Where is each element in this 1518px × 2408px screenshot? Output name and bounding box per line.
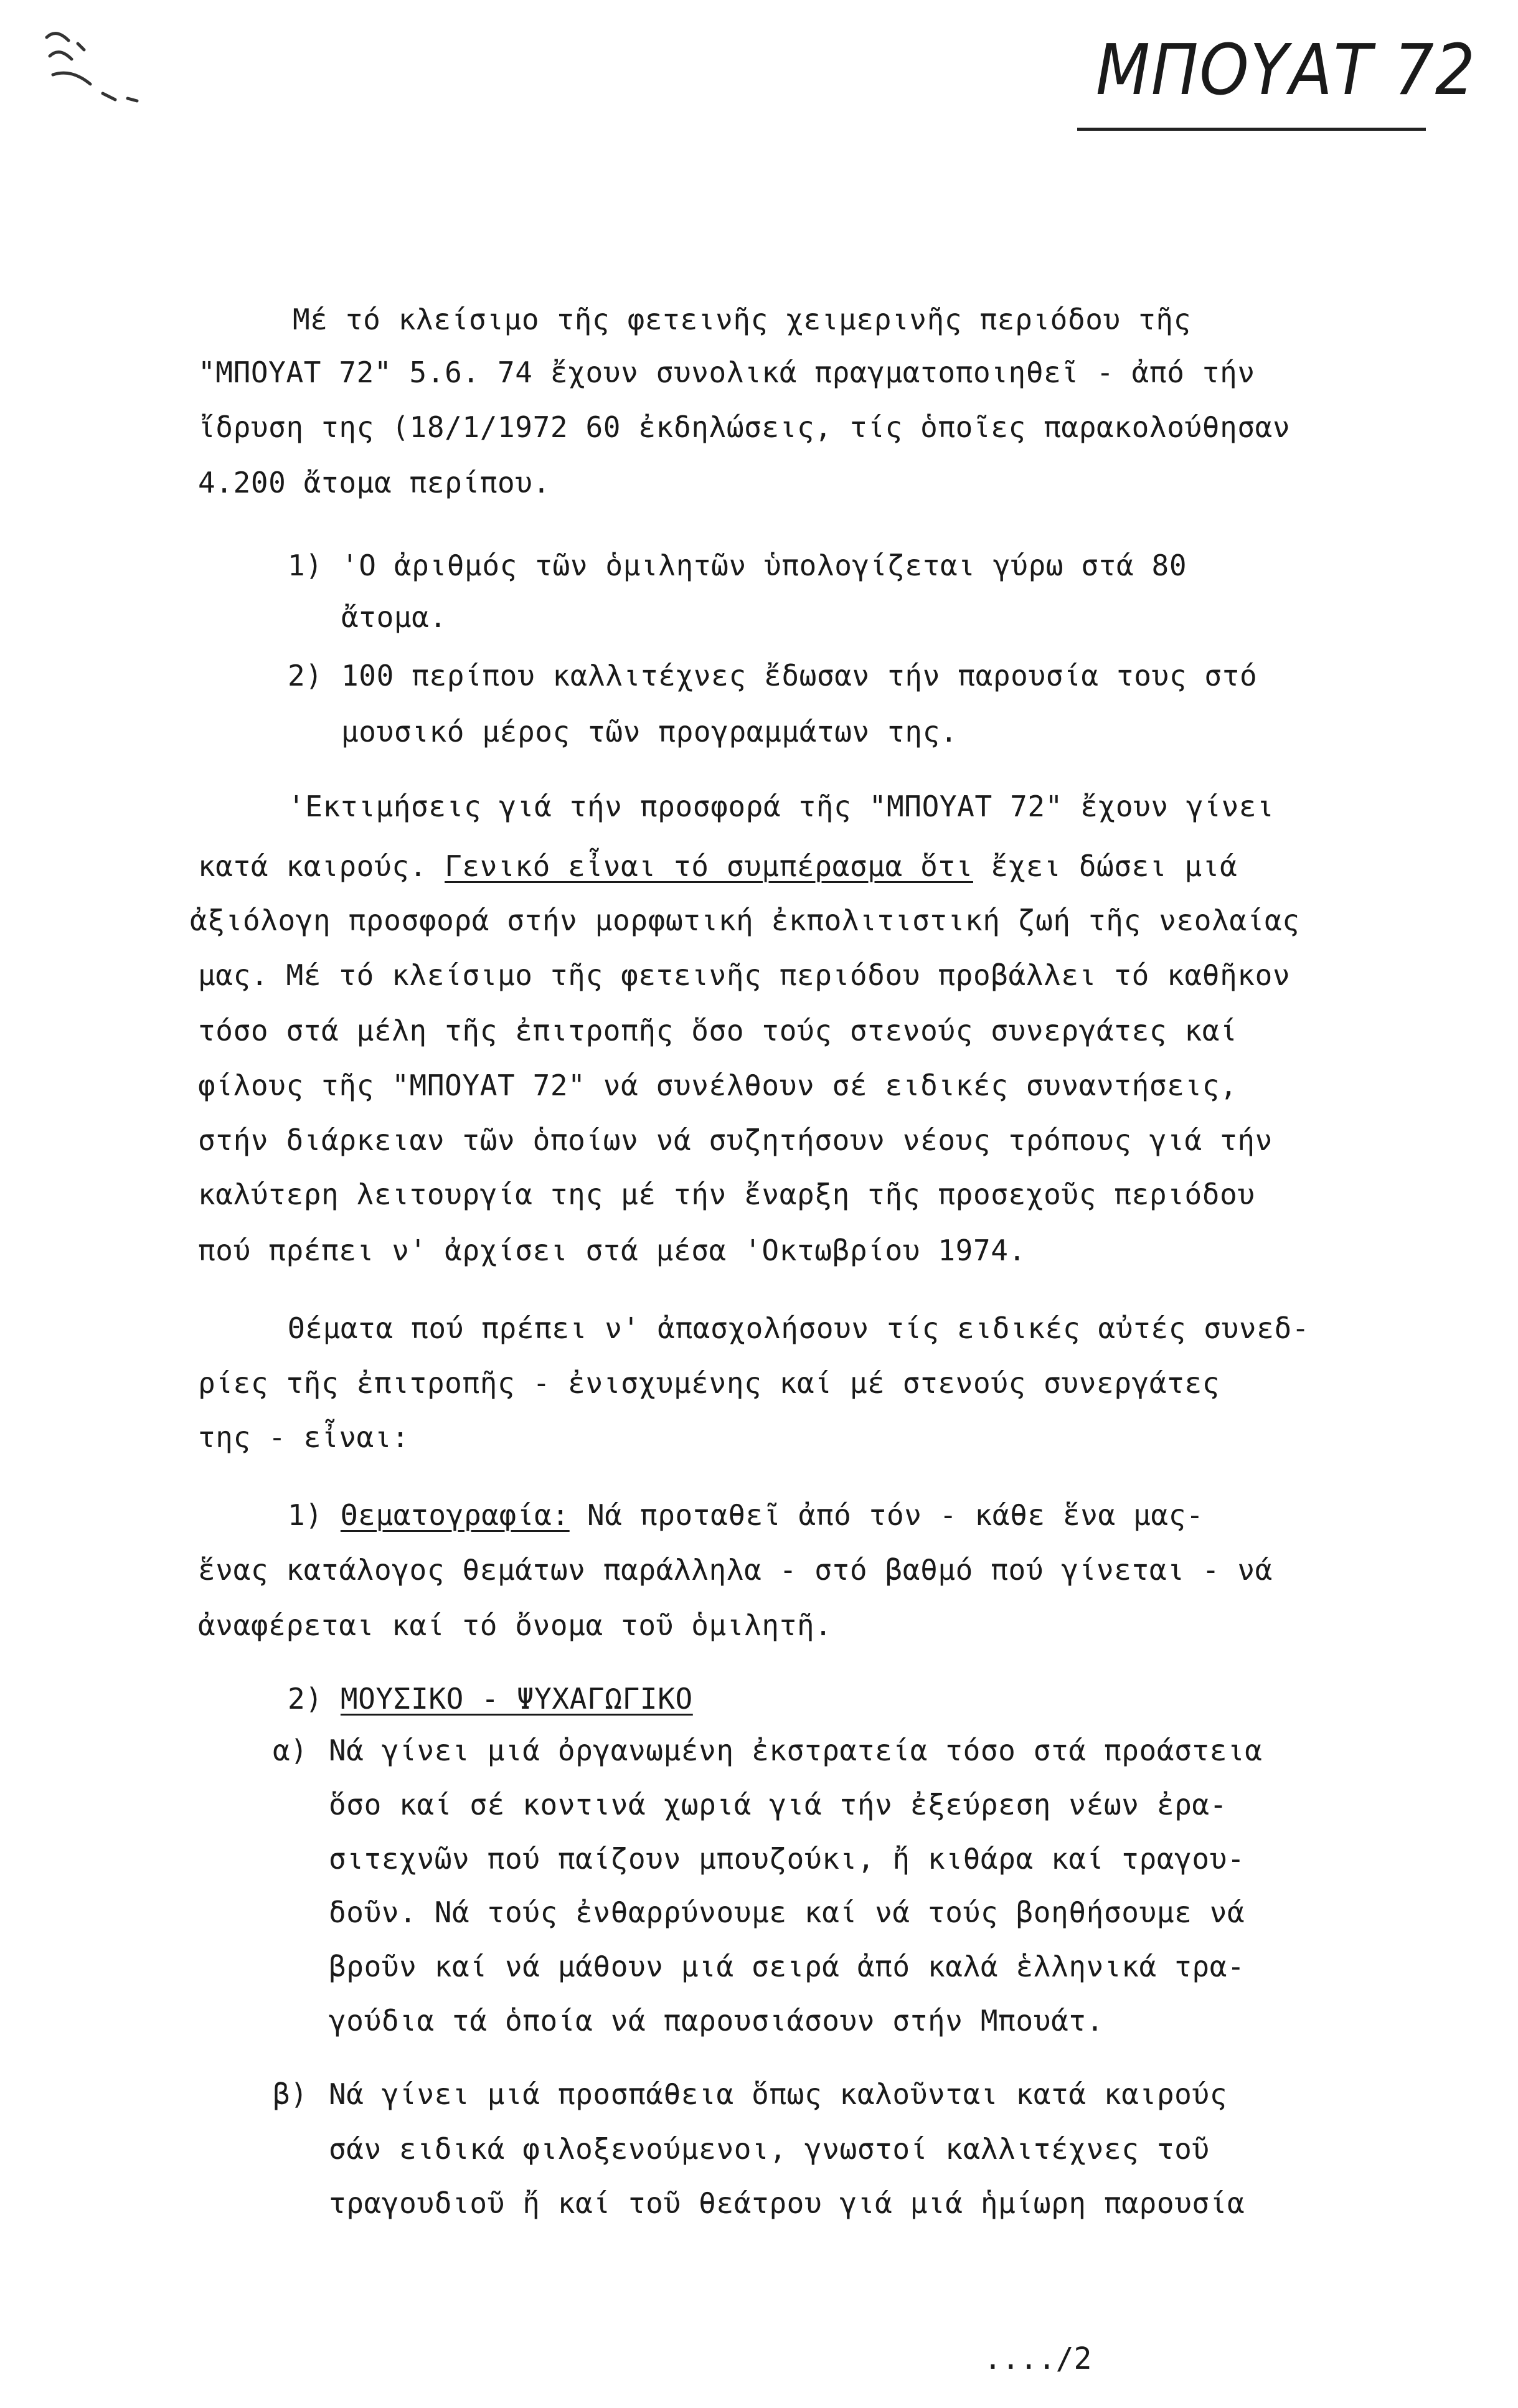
assessment-line-2-start: κατά καιρούς. bbox=[198, 849, 445, 883]
stat-1-line-2: ἄτομα. bbox=[341, 600, 447, 634]
binder-mark bbox=[34, 25, 146, 112]
assessment-line-2 bbox=[198, 849, 1238, 883]
item-1-heading: Θεματογραφία: bbox=[340, 1498, 570, 1532]
assessment-line-4: μας. Μέ τό κλείσιμο τῆς φετεινῆς περιόδου προβάλλει τό καθῆκον bbox=[198, 958, 1291, 992]
intro-line-3: ἴδρυση της (18/1/1972 60 ἐκδηλώσεις, τίς ὁποῖες παρακολούθησαν bbox=[198, 410, 1291, 444]
intro-line-2: "ΜΠΟΥΑΤ 72" 5.6. 74 ἔχουν συνολικά πραγματοποιηθεῖ - ἀπό τήν bbox=[198, 356, 1255, 389]
header-title: ΜΠΟΥΑΤ 72 bbox=[1096, 30, 1476, 111]
assessment-line-6: φίλους τῆς "ΜΠΟΥΑΤ 72" νά συνέλθουν σέ ειδικές συναντήσεις, bbox=[198, 1069, 1238, 1102]
assessment-line-3: ἀξιόλογη προσφορά στήν μορφωτική ἐκπολιτιστική ζωή τῆς νεολαίας bbox=[190, 904, 1300, 937]
item-1-line-3: ἀναφέρεται καί τό ὄνομα τοῦ ὁμιλητῆ. bbox=[198, 1608, 832, 1642]
item-1-line-1 bbox=[288, 1498, 1204, 1532]
stat-1-number: 1) bbox=[288, 549, 323, 582]
assessment-line-2-end: ἔχει δώσει μιά bbox=[973, 849, 1238, 883]
assessment-line-8: καλύτερη λειτουργία της μέ τήν ἔναρξη τῆς προσεχοῦς περιόδου bbox=[198, 1178, 1255, 1211]
stat-2-line-2: μουσικό μέρος τῶν προγραμμάτων της. bbox=[341, 715, 958, 748]
stat-2-line-1: 100 περίπου καλλιτέχνες ἔδωσαν τήν παρουσία τους στό bbox=[341, 659, 1258, 692]
assessment-line-7: στήν διάρκειαν τῶν ὁποίων νά συζητήσουν νέους τρόπους γιά τήν bbox=[198, 1123, 1273, 1157]
stat-2-number: 2) bbox=[288, 659, 323, 692]
page-continuation-marker: ..../2 bbox=[984, 2341, 1092, 2376]
topics-line-3: της - εἶναι: bbox=[198, 1420, 410, 1454]
sub-a-line-5: βροῦν καί νά μάθουν μιά σειρά ἀπό καλά ἑλληνικά τρα- bbox=[329, 1950, 1245, 1983]
topics-line-1: Θέματα πού πρέπει ν' ἀπασχολήσουν τίς ειδικές αὐτές συνεδ- bbox=[288, 1311, 1310, 1345]
sub-a-label: α) bbox=[273, 1734, 308, 1767]
sub-a-line-3: σιτεχνῶν πού παίζουν μπουζούκι, ἤ κιθάρα καί τραγου- bbox=[329, 1842, 1245, 1876]
item-1-line-2: ἕνας κατάλογος θεμάτων παράλληλα - στό βαθμό πού γίνεται - νά bbox=[198, 1553, 1273, 1587]
stat-1-line-1: 'Ο ἀριθμός τῶν ὁμιλητῶν ὑπολογίζεται γύρω στά 80 bbox=[341, 549, 1187, 582]
sub-a-line-1: Νά γίνει μιά ὀργανωμένη ἐκστρατεία τόσο στά προάστεια bbox=[329, 1734, 1263, 1767]
sub-a-line-4: δοῦν. Νά τούς ἐνθαρρύνουμε καί νά τούς βοηθήσουμε νά bbox=[329, 1896, 1245, 1929]
item-2-heading: ΜΟΥΣΙΚΟ - ΨΥΧΑΓΩΓΙΚΟ bbox=[340, 1682, 693, 1716]
sub-b-label: β) bbox=[273, 2077, 308, 2111]
item-2-line bbox=[288, 1682, 693, 1716]
sub-a-line-2: ὅσο καί σέ κοντινά χωριά γιά τήν ἐξεύρεση νέων ἐρα- bbox=[329, 1788, 1228, 1821]
item-2-number: 2) bbox=[288, 1682, 323, 1716]
topics-line-2: ρίες τῆς ἐπιτροπῆς - ἐνισχυμένης καί μέ στενούς συνεργάτες bbox=[198, 1366, 1220, 1400]
assessment-line-5: τόσο στά μέλη τῆς ἐπιτροπῆς ὅσο τούς στενούς συνεργάτες καί bbox=[198, 1014, 1238, 1047]
assessment-line-9: πού πρέπει ν' ἀρχίσει στά μέσα 'Οκτωβρίου 1974. bbox=[198, 1234, 1026, 1267]
intro-line-1: Μέ τό κλείσιμο τῆς φετεινῆς χειμερινῆς περιόδου τῆς bbox=[293, 303, 1192, 336]
header-underline bbox=[1077, 128, 1426, 131]
sub-b-line-2: σάν ειδικά φιλοξενούμενοι, γνωστοί καλλιτέχνες τοῦ bbox=[329, 2132, 1210, 2166]
sub-b-line-3: τραγουδιοῦ ἤ καί τοῦ θεάτρου γιά μιά ἡμίωρη παρουσία bbox=[329, 2186, 1245, 2220]
sub-b-line-1: Νά γίνει μιά προσπάθεια ὅπως καλοῦνται κατά καιρούς bbox=[329, 2077, 1228, 2111]
assessment-line-1: 'Εκτιμήσεις γιά τήν προσφορά τῆς "ΜΠΟΥΑΤ 72" ἔχουν γίνει bbox=[288, 790, 1275, 823]
sub-a-line-6: γούδια τά ὁποία νά παρουσιάσουν στήν Μπουάτ. bbox=[329, 2004, 1104, 2037]
item-1-number: 1) bbox=[288, 1498, 323, 1532]
underlined-conclusion: Γενικό εἶναι τό συμπέρασμα ὅτι bbox=[445, 849, 973, 883]
handwritten-header bbox=[1077, 25, 1476, 131]
intro-line-4: 4.200 ἄτομα περίπου. bbox=[198, 466, 550, 499]
item-1-text: Νά προταθεῖ ἀπό τόν - κάθε ἕνα μας- bbox=[569, 1498, 1204, 1532]
